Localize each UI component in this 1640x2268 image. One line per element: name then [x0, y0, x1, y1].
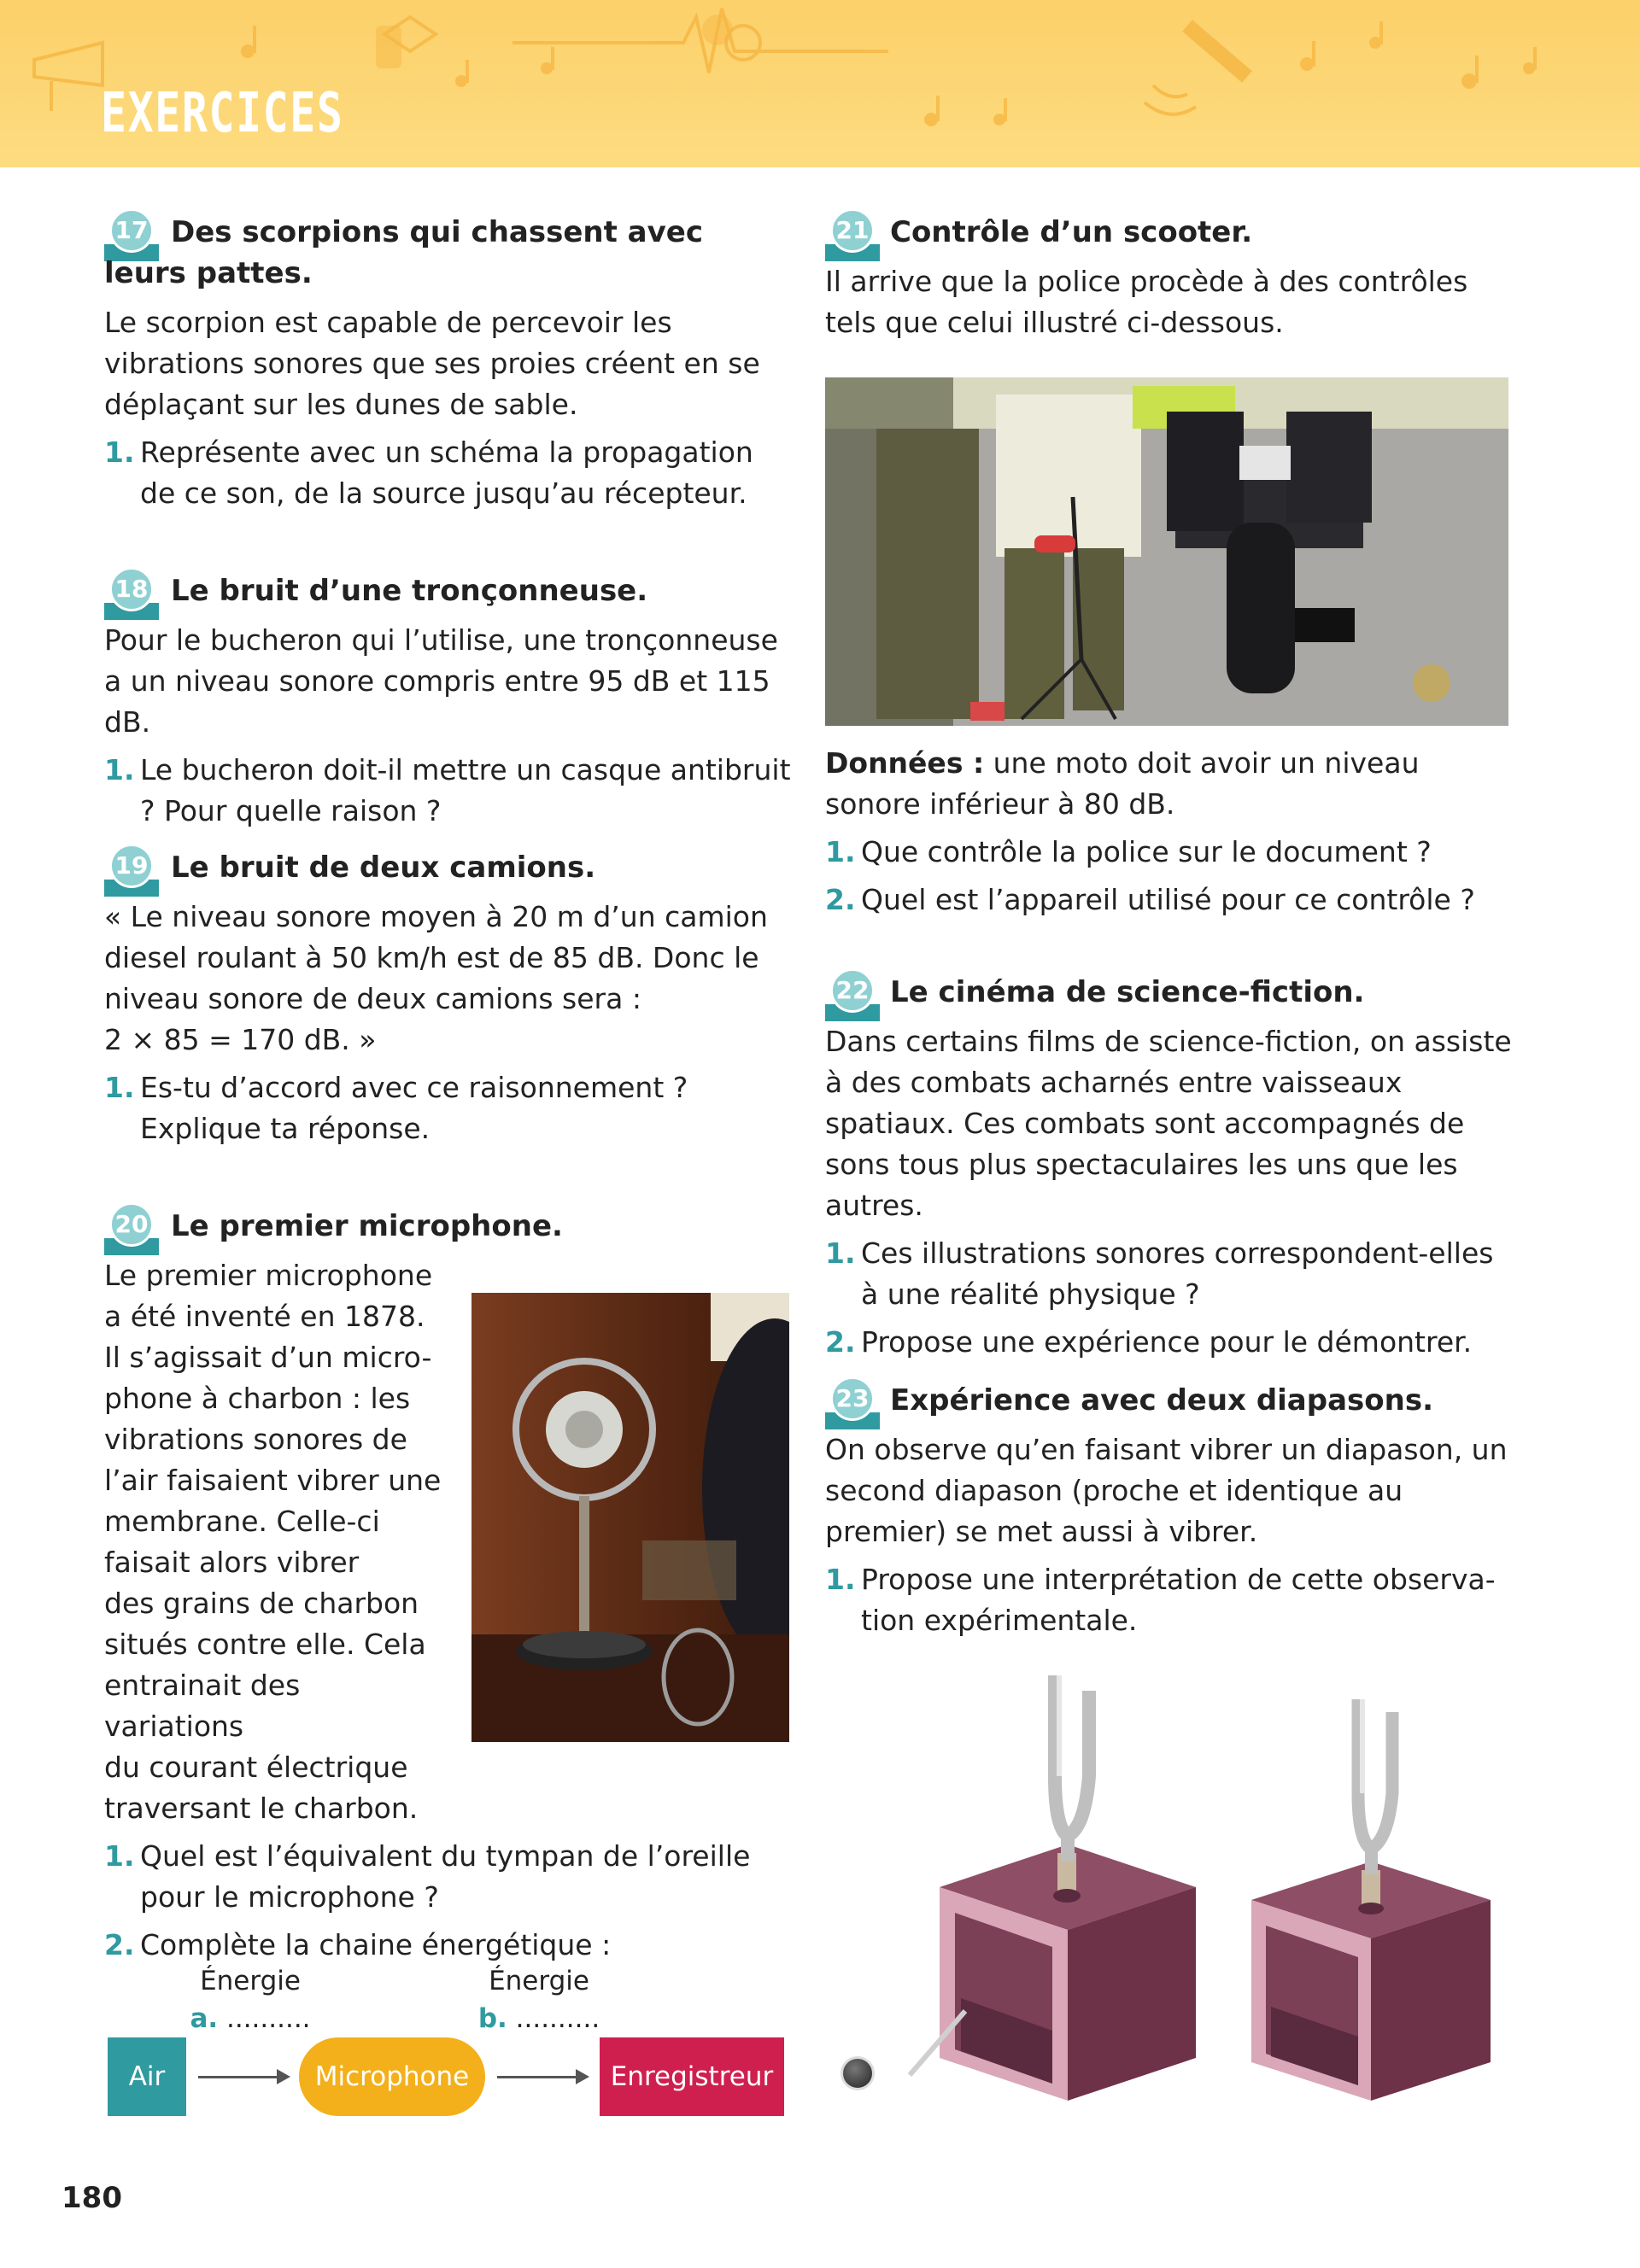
exercise-22-question-2: 2. Propose une expérience pour le démontrer. — [825, 1325, 1473, 1359]
exercise-23-text: On observe qu’en faisant vibrer un diapason, un second diapason (proche et identique au premier) se met aussi à vibrer. — [825, 1433, 1508, 1548]
exercise-18-heading: 18 Le bruit d’une tronçonneuse. — [104, 570, 793, 611]
exercise-20-heading: 20 Le premier microphone. — [104, 1206, 793, 1247]
exercise-18-text: Pour le bucheron qui l’utilise, une tronçonneuse a un niveau sonore compris entre 95 dB et 115 dB. — [104, 623, 778, 739]
exercise-21 — [825, 212, 1514, 343]
exercise-21-question-1: 1. Que contrôle la police sur le document ? — [825, 835, 1432, 868]
microphone-photo — [472, 1293, 789, 1742]
chain-box-enregistreur: Enregistreur — [600, 2037, 784, 2116]
exercise-number-badge: 22 — [825, 968, 880, 1021]
exercise-23-heading: 23 Expérience avec deux diapasons. — [825, 1380, 1514, 1421]
chain-box-microphone: Microphone — [299, 2037, 485, 2116]
exercise-17-title-line2: leurs pattes. — [104, 256, 313, 290]
exercise-19-heading: 19 Le bruit de deux camions. — [104, 847, 793, 888]
page-header — [0, 0, 1640, 167]
exercise-number-badge: 21 — [825, 208, 880, 261]
exercise-number-badge: 20 — [104, 1202, 159, 1255]
exercise-20-text: Le premier microphone a été inventé en 1878. Il s’agissait d’un micro- phone à charbon : les vibrations sonores de l’air faisaient vibrer une membrane. Celle-ci faisait alors vibrer des grains de charbon situés contre elle. Cela entrainait des variations du courant électrique traversant le charbon. — [104, 1259, 442, 1825]
exercise-20-question-1: 1. Quel est l’équivalent du tympan de l’oreille pour le microphone ? — [104, 1839, 751, 1914]
exercise-21-data — [825, 743, 1514, 921]
chain-box-air: Air — [108, 2037, 186, 2116]
tuning-forks-illustration — [829, 1657, 1512, 2118]
energy-label-b: Énergie b. .......... — [477, 1966, 600, 2034]
exercise-22-text: Dans certains films de science-fiction, on assiste à des combats acharnés entre vaisseaux spatiaux. Ces combats sont accompagnés de sons tous plus spectaculaires les uns que les autres. — [825, 1025, 1512, 1222]
energy-label-a: Énergie a. .......... — [190, 1966, 311, 2034]
exercise-22-heading: 22 Le cinéma de science-fiction. — [825, 972, 1514, 1013]
chain-arrow-1 — [198, 2076, 287, 2078]
exercise-number-badge: 19 — [104, 844, 159, 897]
mallet-head — [840, 2056, 875, 2090]
exercise-21-text: Il arrive que la police procède à des contrôles tels que celui illustré ci-dessous. — [825, 265, 1468, 339]
police-control-photo — [825, 377, 1508, 726]
exercise-22 — [825, 972, 1514, 1363]
exercise-22-question-1: 1. Ces illustrations sonores correspondent-elles à une réalité physique ? — [825, 1236, 1494, 1311]
exercise-17 — [104, 212, 793, 514]
exercise-18-question-1: 1. Le bucheron doit-il mettre un casque antibruit ? Pour quelle raison ? — [104, 753, 791, 827]
exercise-19-text: « Le niveau sonore moyen à 20 m d’un camion diesel roulant à 50 km/h est de 85 dB. Donc le niveau sonore de deux camions sera : — [104, 900, 768, 1015]
exercise-19 — [104, 847, 793, 1149]
section-title: EXERCICES — [101, 82, 344, 145]
page-number: 180 — [62, 2181, 122, 2215]
exercise-21-heading: 21 Contrôle d’un scooter. — [825, 212, 1514, 253]
exercise-number-badge: 18 — [104, 567, 159, 620]
exercise-23 — [825, 1380, 1514, 1641]
exercise-17-question-1: 1. Représente avec un schéma la propagation de ce son, de la source jusqu’au récepteur. — [104, 435, 753, 510]
exercise-17-heading — [104, 212, 793, 253]
exercise-21-data-text: Données : une moto doit avoir un niveau sonore inférieur à 80 dB. — [825, 746, 1420, 821]
exercise-18 — [104, 570, 793, 832]
exercise-23-question-1: 1. Propose une interprétation de cette observa-tion expérimentale. — [825, 1563, 1496, 1637]
exercise-19-formula: 2 × 85 = 170 dB. » — [104, 1023, 377, 1056]
exercise-17-text: Le scorpion est capable de percevoir les vibrations sonores que ses proies créent en se déplaçant sur les dunes de sable. — [104, 306, 760, 421]
exercise-number-badge: 17 — [104, 208, 159, 261]
exercise-19-question-1: 1. Es-tu d’accord avec ce raisonnement ? Explique ta réponse. — [104, 1071, 688, 1145]
exercise-17-title-line1: Des scorpions qui chassent avec — [171, 215, 703, 249]
exercise-21-question-2: 2. Quel est l’appareil utilisé pour ce contrôle ? — [825, 883, 1475, 916]
exercise-number-badge: 23 — [825, 1377, 880, 1429]
chain-arrow-2 — [497, 2076, 586, 2078]
exercise-20-question-2: 2. Complète la chaine énergétique : — [104, 1928, 612, 1961]
